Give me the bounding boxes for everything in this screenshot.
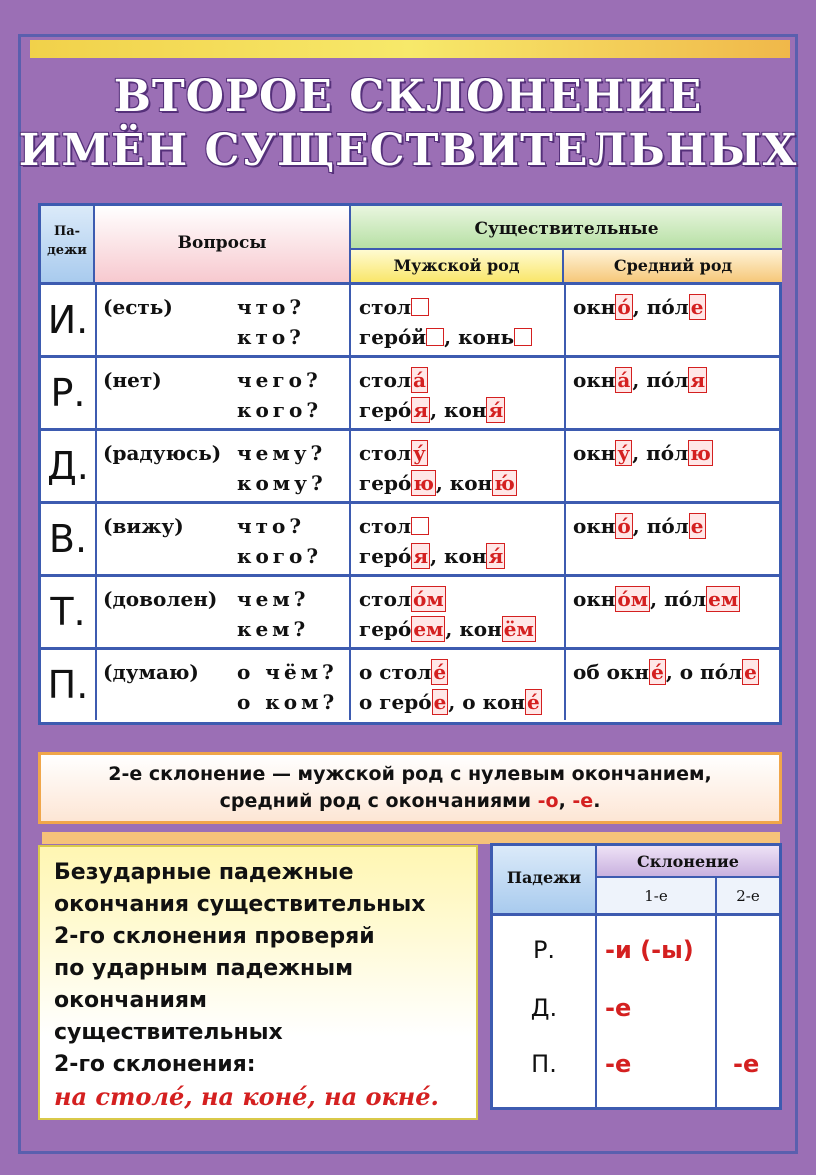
word-stem: о геро́	[359, 690, 432, 714]
note-line: 2-го склонения проверяй	[54, 924, 375, 949]
word-stem: по́л	[646, 441, 689, 465]
case-label: И.	[41, 285, 97, 355]
word-ending	[411, 517, 429, 535]
word-stem: о кон	[462, 690, 526, 714]
word-ending	[426, 328, 444, 346]
small-case: П.	[531, 1050, 557, 1078]
case-context: (думаю)	[103, 660, 199, 684]
rule-sep: ,	[558, 790, 573, 812]
small-ending: -е	[605, 994, 632, 1022]
case-label: Д.	[41, 431, 97, 501]
comma: ,	[632, 368, 647, 392]
word-ending: я	[690, 368, 706, 392]
word-stem: о по́л	[679, 660, 743, 684]
word-stem: окн	[573, 441, 616, 465]
masculine-word-1	[359, 368, 428, 392]
ending-o: -о	[537, 790, 559, 812]
word-stem: окн	[573, 514, 616, 538]
note-line: окончаниям	[54, 988, 208, 1013]
header-neuter: Средний род	[564, 250, 782, 282]
case-context: (доволен)	[103, 587, 218, 611]
word-ending: е	[744, 660, 757, 684]
case-context: (вижу)	[103, 514, 184, 538]
small-header-cases: Падежи	[493, 846, 597, 916]
declension-table	[38, 203, 782, 725]
word-stem: стол	[359, 295, 412, 319]
word-ending: я	[413, 398, 429, 422]
rule-dot: .	[593, 790, 601, 812]
question-who: о ком?	[237, 690, 339, 714]
note-line: существительных	[54, 1020, 283, 1045]
question-what: чем?	[237, 587, 310, 611]
word-ending: у́	[617, 441, 631, 465]
word-ending: ем	[708, 587, 739, 611]
word-stem: стол	[359, 368, 412, 392]
word-stem: геро́	[359, 398, 412, 422]
word-stem: стол	[359, 514, 412, 538]
note-line: Безударные падежные	[54, 860, 354, 885]
question-what: чему?	[237, 441, 327, 465]
masculine-word-1	[359, 441, 428, 465]
small-case: Д.	[530, 994, 558, 1022]
word-ending: я	[413, 544, 429, 568]
table-row	[41, 428, 779, 501]
word-ending: е́	[651, 660, 664, 684]
case-label: П.	[41, 650, 97, 720]
header-questions: Вопросы	[95, 206, 351, 282]
word-stem: кон	[444, 398, 487, 422]
word-stem: по́л	[646, 295, 689, 319]
column-divider	[349, 358, 351, 428]
word-ending: ю́	[494, 471, 515, 495]
masculine-word-2	[359, 544, 505, 568]
word-ending: е́	[527, 690, 540, 714]
neuter-words	[573, 660, 759, 684]
question-who: кого?	[237, 544, 323, 568]
word-stem: кон	[449, 471, 493, 495]
neuter-words	[573, 368, 707, 392]
word-ending: я́	[488, 398, 504, 422]
column-divider	[349, 504, 351, 574]
word-ending: ю	[413, 471, 434, 495]
word-stem: окн	[573, 587, 616, 611]
table-row	[41, 282, 779, 355]
case-context: (есть)	[103, 295, 173, 319]
word-ending: ем	[413, 617, 444, 641]
column-divider	[349, 431, 351, 501]
word-stem: об окн	[573, 660, 650, 684]
neuter-words	[573, 441, 713, 465]
column-divider	[564, 577, 566, 647]
title-line-2: ИМЁН СУЩЕСТВИТЕЛЬНЫХ	[18, 125, 798, 176]
small-header-declension: Склонение	[597, 846, 779, 878]
question-who: кто?	[237, 325, 305, 349]
header-nouns: Существительные	[351, 206, 782, 250]
comma: ,	[632, 514, 647, 538]
small-header-first: 1-е	[597, 878, 717, 916]
word-stem: по́л	[646, 514, 689, 538]
word-ending: я́	[488, 544, 504, 568]
word-stem: окн	[573, 368, 616, 392]
small-header-second: 2-е	[717, 878, 779, 916]
small-divider-1	[595, 916, 597, 1107]
word-stem: стол	[359, 587, 412, 611]
question-who: кому?	[237, 471, 327, 495]
comma: ,	[665, 660, 680, 684]
question-what: что?	[237, 295, 306, 319]
masculine-word-2	[359, 325, 532, 349]
word-stem: окн	[573, 295, 616, 319]
word-ending: о́м	[617, 587, 649, 611]
word-ending: о́	[617, 295, 631, 319]
masculine-word-2	[359, 398, 505, 422]
top-decorative-bar	[30, 40, 790, 58]
comma: ,	[448, 690, 463, 714]
word-stem: по́л	[646, 368, 689, 392]
comma: ,	[445, 617, 460, 641]
word-ending: ю	[690, 441, 711, 465]
word-stem: стол	[359, 441, 412, 465]
masculine-word-2	[359, 471, 517, 495]
small-ending: -е	[605, 1050, 632, 1078]
question-what: о чём?	[237, 660, 338, 684]
word-ending: у́	[413, 441, 426, 465]
word-stem: по́л	[664, 587, 707, 611]
column-divider	[349, 285, 351, 355]
comma: ,	[650, 587, 665, 611]
word-ending: е	[433, 690, 447, 714]
column-divider	[564, 358, 566, 428]
word-ending: е́	[433, 660, 447, 684]
comma: ,	[632, 295, 647, 319]
word-stem: геро́й	[359, 325, 427, 349]
masculine-word-1	[359, 295, 429, 319]
note-line: 2-го склонения:	[54, 1052, 256, 1077]
unstressed-endings-table	[490, 843, 782, 1110]
header-cases-label: Па- дежи	[47, 224, 87, 258]
column-divider	[564, 431, 566, 501]
column-divider	[564, 285, 566, 355]
word-ending: а́	[617, 368, 631, 392]
table-row	[41, 574, 779, 647]
note-box	[38, 845, 478, 1120]
comma: ,	[444, 325, 459, 349]
column-divider	[349, 577, 351, 647]
word-stem: конь	[458, 325, 515, 349]
rule-line-1: 2-е склонение — мужской род с нулевым окончанием,	[108, 763, 712, 785]
header-masculine: Мужской род	[351, 250, 564, 282]
word-stem: кон	[459, 617, 502, 641]
rule-line-2	[41, 788, 779, 815]
word-ending	[514, 328, 532, 346]
neuter-words	[573, 587, 740, 611]
comma: ,	[430, 544, 445, 568]
masculine-word-1	[359, 514, 429, 538]
word-ending: ём	[503, 617, 534, 641]
word-stem: геро́	[359, 617, 412, 641]
question-what: чего?	[237, 368, 322, 392]
masculine-word-1	[359, 660, 448, 684]
column-divider	[564, 650, 566, 720]
case-label: Т.	[41, 577, 97, 647]
word-stem: о стол	[359, 660, 432, 684]
table-row	[41, 501, 779, 574]
comma: ,	[430, 398, 445, 422]
question-who: кого?	[237, 398, 323, 422]
word-ending: а́	[413, 368, 426, 392]
masculine-word-2	[359, 690, 542, 714]
note-line: окончания существительных	[54, 892, 426, 917]
rule-line-2-text: средний род с окончаниями	[219, 790, 538, 812]
ending-e: -е	[572, 790, 594, 812]
question-what: что?	[237, 514, 306, 538]
masculine-word-2	[359, 617, 536, 641]
case-label: Р.	[41, 358, 97, 428]
neuter-words	[573, 295, 706, 319]
word-ending: е	[690, 295, 704, 319]
case-context: (нет)	[103, 368, 162, 392]
case-context: (радуюсь)	[103, 441, 222, 465]
word-ending: о́	[617, 514, 631, 538]
question-who: кем?	[237, 617, 310, 641]
title-line-1: ВТОРОЕ СКЛОНЕНИЕ	[113, 71, 703, 122]
column-divider	[349, 650, 351, 720]
column-divider	[564, 504, 566, 574]
word-ending: о́м	[413, 587, 444, 611]
small-case: Р.	[532, 936, 556, 964]
table-row	[41, 647, 779, 720]
word-stem: кон	[444, 544, 487, 568]
neuter-words	[573, 514, 706, 538]
page-title	[0, 70, 816, 178]
word-stem: геро́	[359, 471, 412, 495]
small-divider-2	[715, 916, 717, 1107]
small-ending: -и (-ы)	[605, 936, 694, 964]
note-example: на столе́, на коне́, на окне́.	[54, 1082, 439, 1111]
word-stem: геро́	[359, 544, 412, 568]
comma: ,	[632, 441, 647, 465]
header-cases	[41, 206, 95, 282]
rule-box	[38, 752, 782, 824]
word-ending: е	[690, 514, 704, 538]
word-ending	[411, 298, 429, 316]
table-row	[41, 355, 779, 428]
case-label: В.	[41, 504, 97, 574]
masculine-word-1	[359, 587, 446, 611]
comma: ,	[435, 471, 450, 495]
note-line: по ударным падежным	[54, 956, 354, 981]
small-ending: -е	[733, 1050, 760, 1078]
